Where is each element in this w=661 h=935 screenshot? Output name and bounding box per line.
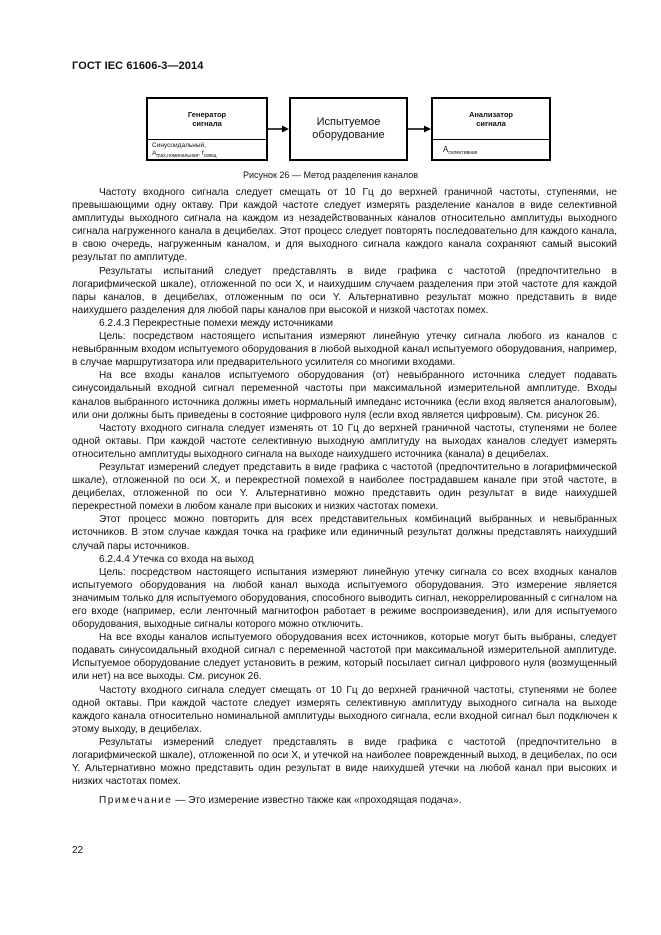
- note: [72, 794, 617, 807]
- paragraph: Частоту входного сигнала следует изменять от 10 Гц до верхней граничной частоты, ступенями не более одной октавы. При каждой частоте селективную выходную амплитуду на выходах каналов следует измерять относительно амплитуды выходного сигнала на выходе наихудшего источника (канала) в децибелах.: [72, 422, 617, 460]
- section-heading-6-2-4-4: 6.2.4.4 Утечка со входа на выход: [99, 553, 254, 565]
- analyzer-amplitude-subscript: селективная: [448, 150, 478, 156]
- generator-amplitude-subscript: max,номинальная: [156, 153, 199, 159]
- paragraph: Частоту входного сигнала следует смещать от 10 Гц до верхней граничной частоты, ступенями, не превышающими одну октаву. При каждой частоте следует измерять разделение каналов в виде селективной амплитуды выходного сигнала на каждом из незадействованных каналов относительно амплитуды выходного сигнала нагруженного канала в децибелах. Этот процесс следует повторять последовательно для каждого канала, в свою очередь, нагруженным каналом, и для выходного сигнала каждого канала сохраняют самый высокий результат по амплитуде.: [72, 187, 617, 264]
- signal-analyzer-block: [431, 97, 551, 161]
- arrow-generator-to-dut: [268, 124, 290, 134]
- generator-frequency-subscript: смещ: [203, 153, 217, 159]
- note-label: Примечание: [99, 795, 173, 807]
- paragraph: На все входы каналов испытуемого оборудования всех источников, которые могут быть выбраны, следует подавать синусоидальный входной сигнал с переменной частотой при максимальной измерительной амплитуде. Испытуемое оборудование следует установить в режим, который посылает сигнал цифрового нуля (возмущенный или нет) на все выходы. См. рисунок 26.: [72, 632, 617, 683]
- generator-params: Синусоидальный, $A_{max,номинальная}$, $f_{смещ}$: [148, 140, 266, 160]
- paragraph: На все входы каналов испытуемого оборудования (от) невыбранного источника следует подавать синусоидальный входной сигнал переменной частоты при максимальной измерительной амплитуде. Входы каналов выбранного источника должны иметь нормальный импеданс источника (если вход является аналоговым), или они должны быть приведены в состояние цифрового нуля (если вход является цифровым). См. рисунок 26.: [72, 370, 617, 421]
- paragraph: Результаты измерений следует представлять в виде графика с частотой (предпочтительно в логарифмической шкале), отложенной по оси X, и утечкой на наиболее поврежденный выход, в децибелах, по оси Y. Альтернативно можно представить один результат в виде наихудшей утечки на любой канал при высоких и низких частотах помех.: [72, 736, 617, 788]
- analyzer-params: [433, 140, 549, 156]
- generator-waveform: Синусоидальный,: [152, 142, 206, 149]
- arrow-dut-to-analyzer: [408, 124, 432, 134]
- signal-generator-block: [146, 97, 268, 161]
- paragraph: Цель: посредством настоящего испытания измеряют линейную утечку сигнала со всех входных каналов испытуемого оборудования на любой канал выхода испытуемого оборудования. Это измерение является значимым только для испытуемого оборудования, способного выводить сигнал, некоррелированный с сигналом на его входе (например, если ленточный магнитофон работает в режиме воспроизведения), или для испытуемого оборудования, выходные сигналы которого можно отключить.: [72, 566, 617, 631]
- dut-label-line1: Испытуемое: [316, 116, 381, 128]
- figure-caption: Рисунок 26 — Метод разделения каналов: [242, 170, 419, 180]
- dut-label-line2: оборудование: [312, 129, 385, 141]
- device-under-test-block: [289, 97, 408, 161]
- page-number: 22: [72, 845, 84, 856]
- generator-label-line2: сигнала: [192, 119, 222, 128]
- paragraph: Результат измерений следует представить в виде графика с частотой (предпочтительно в логарифмической шкале), отложенной по оси X, и перекрестной помехой в наиболее пострадавшем канале при этой частоте, в децибелах, отложенной по оси Y. Альтернативно можно представить один результат в виде наихудшей перекрестной помехи в любом канале при высоких и низких частотах помехи.: [72, 461, 617, 513]
- analyzer-label-line2: сигнала: [476, 119, 506, 128]
- generator-label-line1: Генератор: [187, 110, 227, 119]
- generator-amplitude-symbol: A: [152, 150, 157, 157]
- paragraph: Цель: посредством настоящего испытания измеряют линейную утечку сигнала любого из каналов с невыбранным входом испытуемого оборудования в любой выходной канал испытуемого оборудования, например, в случае маршрутизатора или предварительного усилителя со многими входами.: [72, 331, 617, 369]
- section-heading-6-2-4-3: 6.2.4.3 Перекрестные помехи между источниками: [99, 317, 334, 329]
- document-header: ГОСТ IEC 61606-3—2014: [72, 60, 204, 72]
- analyzer-amplitude-symbol: A: [443, 145, 449, 154]
- note-text: — Это измерение известно также как «проходящая подача».: [172, 795, 462, 807]
- generator-frequency-symbol: f: [201, 150, 204, 157]
- paragraph: Этот процесс можно повторить для всех представительных комбинаций выбранных и невыбранных источников. В этом случае каждая точка на графике или единичный результат должны представлять наихудший случай пары источников.: [72, 514, 617, 552]
- body-text: [72, 186, 617, 807]
- paragraph: Частоту входного сигнала следует смещать от 10 Гц до верхней граничной частоты, ступенями не более одной октавы. При каждой частоте следует измерять селективную амплитуду выходного сигнала на выходе каждого канала относительно номинальной амплитуды выходного сигнала, если входной сигнал был подключен к этому выходу, в децибелах.: [72, 684, 617, 735]
- paragraph: Результаты испытаний следует представлять в виде графика с частотой (предпочтительно в логарифмической шкале), отложенной по оси X, и наихудшим случаем разделения при этой частоте для каждой пары каналов, в децибелах, отложенным по оси Y. Альтернативно результат можно представить в виде наихудшего разделения для любой пары каналов при высокой и низкой частотах помех.: [72, 265, 617, 316]
- analyzer-label-line1: Анализатор: [468, 110, 514, 119]
